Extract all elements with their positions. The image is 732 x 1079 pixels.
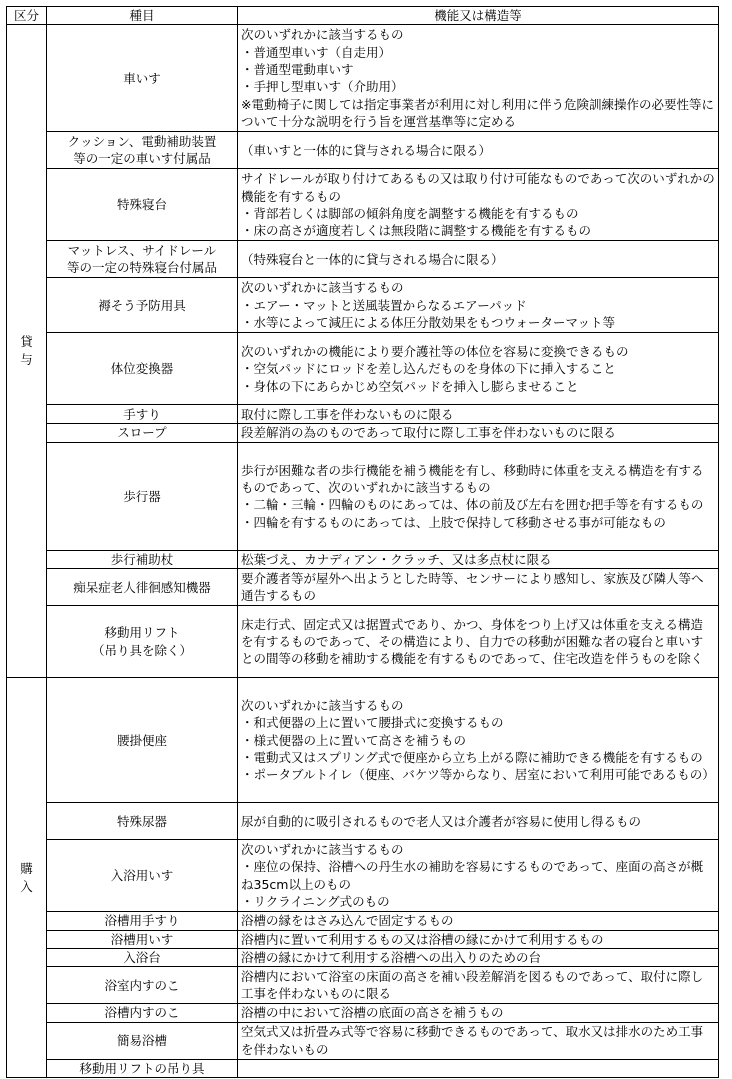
desc-cell xyxy=(238,803,719,840)
item-cell xyxy=(47,424,238,442)
desc-cell xyxy=(238,678,719,803)
table-row xyxy=(7,25,719,132)
header-category: 区分 xyxy=(7,7,47,25)
item-cell xyxy=(47,132,238,169)
desc-cell xyxy=(238,550,719,568)
item-name: 車いす xyxy=(123,70,161,86)
item-name: 浴槽用手すり xyxy=(104,913,180,929)
item-cell xyxy=(47,278,238,333)
item-description: 要介護者等が屋外へ出ようとした時等、センサーにより感知し、家族及び隣人等へ通告するもの xyxy=(241,570,704,604)
table-row xyxy=(7,606,719,678)
table-row xyxy=(7,803,719,840)
desc-cell xyxy=(238,442,719,550)
table-row xyxy=(7,840,719,912)
table-row xyxy=(7,678,719,803)
item-cell xyxy=(47,1022,238,1059)
item-name: 浴槽用いす xyxy=(110,931,174,947)
item-description: 浴槽の中において浴槽の底面の高さを補うもの xyxy=(241,1005,504,1021)
item-description: （特殊寝台と一体的に貸与される場合に限る） xyxy=(241,251,504,267)
item-name: 移動用リフト （吊り具を除く） xyxy=(91,625,192,658)
item-description: 次のいずれかの機能により要介護社等の体位を容易に変換できるもの ・空気パッドにロッドを差し込んだものを身体の下に挿入すること ・身体の下にあらかじめ空気パッドを挿入し膨らませること xyxy=(241,343,629,394)
item-description: 歩行が困難な者の歩行機能を補う機能を有し、移動時に体重を支える構造を有するものであって、次のいずれかに該当するもの ・二輪・三輪・四輪のものにあっては、体の前及び左右を囲む把手等を有するもの ・四輪を有するものにあっては、上肢で保持して移動させる事が可能なもの xyxy=(241,462,704,530)
table-row xyxy=(7,424,719,442)
item-description: 取付に際し工事を伴わないものに限る xyxy=(241,406,454,422)
item-description: 次のいずれかに該当するもの ・エアー・マットと送風装置からなるエアーパッド ・水等によって減圧による体圧分散効果をもつウォーターマット等 xyxy=(241,280,616,331)
desc-cell xyxy=(238,840,719,912)
item-name: 歩行器 xyxy=(123,488,161,504)
table-row xyxy=(7,930,719,948)
item-name: 歩行補助杖 xyxy=(110,551,174,567)
item-cell xyxy=(47,967,238,1004)
desc-cell xyxy=(238,25,719,132)
item-description: 浴槽内に置いて利用するもの又は浴槽の縁にかけて利用するもの xyxy=(241,931,604,947)
item-cell xyxy=(47,840,238,912)
item-description: サイドレールが取り付けてあるもの又は取り付け可能なものであって次のいずれかの機能を有するもの ・背部若しくは脚部の傾斜角度を調整する機能を有するもの ・床の高さが適度若しくは無段階に調整する機能を有するもの xyxy=(241,171,715,239)
item-cell xyxy=(47,333,238,405)
item-name: 痴呆症老人徘徊感知機器 xyxy=(73,579,211,595)
item-name: 褥そう予防用具 xyxy=(98,297,186,313)
item-name: 入浴台 xyxy=(123,950,161,966)
table-row xyxy=(7,1059,719,1077)
item-cell xyxy=(47,550,238,568)
item-name: 簡易浴槽 xyxy=(116,1033,167,1049)
item-description: （車いすと一体的に貸与される場合に限る） xyxy=(241,142,492,158)
item-cell xyxy=(47,606,238,678)
item-name: 特殊尿器 xyxy=(116,813,167,829)
item-description: 空気式又は折畳み式等で容易に移動できるものであって、取水又は排水のため工事を伴わないもの xyxy=(241,1024,704,1057)
item-description: 浴槽の縁をはさみ込んで固定するもの xyxy=(241,913,454,929)
item-cell xyxy=(47,678,238,803)
desc-cell xyxy=(238,333,719,405)
item-cell xyxy=(47,241,238,278)
item-description: 次のいずれかに該当するもの ・和式便器の上に置いて腰掛式に変換するもの ・様式便器の上に置いて高さを補うもの ・電動式又はスプリング式で便座から立ち上がる際に補助できる機能を有するもの ・ポータブルトイレ（便座、バケツ等からなり、居室において利用可能であるもの） xyxy=(241,697,715,783)
desc-cell xyxy=(238,930,719,948)
table-row xyxy=(7,1004,719,1022)
item-description: 浴槽内において浴室の床面の高さを補い段差解消を図るものであって、取付に際し工事を伴わないものに限る xyxy=(241,969,704,1002)
item-cell xyxy=(47,930,238,948)
desc-cell xyxy=(238,424,719,442)
desc-cell xyxy=(238,169,719,241)
desc-cell xyxy=(238,1004,719,1022)
desc-cell xyxy=(238,1022,719,1059)
item-cell xyxy=(47,169,238,241)
table-row xyxy=(7,241,719,278)
table-row xyxy=(7,333,719,405)
header-row xyxy=(7,7,719,25)
item-name: 腰掛便座 xyxy=(116,732,167,748)
item-cell xyxy=(47,803,238,840)
item-description: 次のいずれかに該当するもの ・座位の保持、浴槽への丹生水の補助を容易にするものであって、座面の高さが概ね35cm以上のもの ・リクライニング式のもの xyxy=(241,841,704,910)
table-row xyxy=(7,132,719,169)
header-function: 機能又は構造等 xyxy=(238,7,719,25)
item-cell xyxy=(47,25,238,132)
item-name: 浴室内すのこ xyxy=(104,977,180,993)
table-row xyxy=(7,967,719,1004)
item-name: 体位変換器 xyxy=(110,361,174,377)
header-item: 種目 xyxy=(47,7,238,25)
table-row xyxy=(7,169,719,241)
item-cell xyxy=(47,442,238,550)
desc-cell xyxy=(238,967,719,1004)
item-name: 入浴用いす xyxy=(110,868,174,884)
welfare-equipment-table xyxy=(6,6,719,1078)
item-name: 移動用リフトの吊り具 xyxy=(79,1060,205,1076)
item-name: 特殊寝台 xyxy=(116,197,167,213)
category-rental-cell xyxy=(7,25,47,678)
desc-cell xyxy=(238,569,719,606)
item-cell xyxy=(47,569,238,606)
table-row xyxy=(7,442,719,550)
desc-cell xyxy=(238,1059,719,1077)
desc-cell xyxy=(238,241,719,278)
item-cell xyxy=(47,912,238,930)
item-description: 床走行式、固定式又は据置式であり、かつ、身体をつり上げ又は体重を支える構造を有するものであって、その構造により、自力での移動が困難な者の寝台と車いすとの間等の移動を補助する機能を有するものであって、住宅改造を伴うものを除く xyxy=(241,616,704,667)
item-description: 段差解消の為のものであって取付に際し工事を伴わないものに限る xyxy=(241,425,616,441)
item-name: スロープ xyxy=(117,425,167,441)
desc-cell xyxy=(238,278,719,333)
item-cell xyxy=(47,1004,238,1022)
desc-cell xyxy=(238,949,719,967)
desc-cell xyxy=(238,405,719,424)
table-row xyxy=(7,912,719,930)
table-row xyxy=(7,550,719,568)
desc-cell xyxy=(238,132,719,169)
item-name: クッション、電動補助装置 等の一定の車いす付属品 xyxy=(67,134,217,167)
category-rental-label: 貸与 xyxy=(20,334,33,368)
item-description: 尿が自動的に吸引されるもので老人又は介護者が容易に使用し得るもの xyxy=(241,813,642,829)
item-cell xyxy=(47,1059,238,1077)
item-description: 松葉づえ、カナディアン・クラッチ、又は多点杖に限る xyxy=(241,551,552,567)
item-cell xyxy=(47,405,238,424)
item-name: マットレス、サイドレール 等の一定の特殊寝台付属品 xyxy=(66,243,217,276)
category-purchase-label: 購入 xyxy=(20,860,33,894)
item-description: 浴槽の縁にかけて利用する浴槽への出入りのための台 xyxy=(241,950,542,966)
desc-cell xyxy=(238,606,719,678)
item-name: 浴槽内すのこ xyxy=(104,1005,180,1021)
item-description: 次のいずれかに該当するもの ・普通型車いす（自走用） ・普通型電動車いす ・手押し型車いす（介助用） ※電動椅子に関しては指定事業者が利用に対し利用に伴う危険訓練操作の必要性等について十分な説明を行う旨を運営基準等に定める xyxy=(241,27,714,130)
item-cell xyxy=(47,949,238,967)
table-row xyxy=(7,405,719,424)
item-name: 手すり xyxy=(123,406,161,422)
table-row xyxy=(7,569,719,606)
category-purchase-cell xyxy=(7,678,47,1078)
desc-cell xyxy=(238,912,719,930)
table-row xyxy=(7,278,719,333)
table-row xyxy=(7,949,719,967)
table-row xyxy=(7,1022,719,1059)
